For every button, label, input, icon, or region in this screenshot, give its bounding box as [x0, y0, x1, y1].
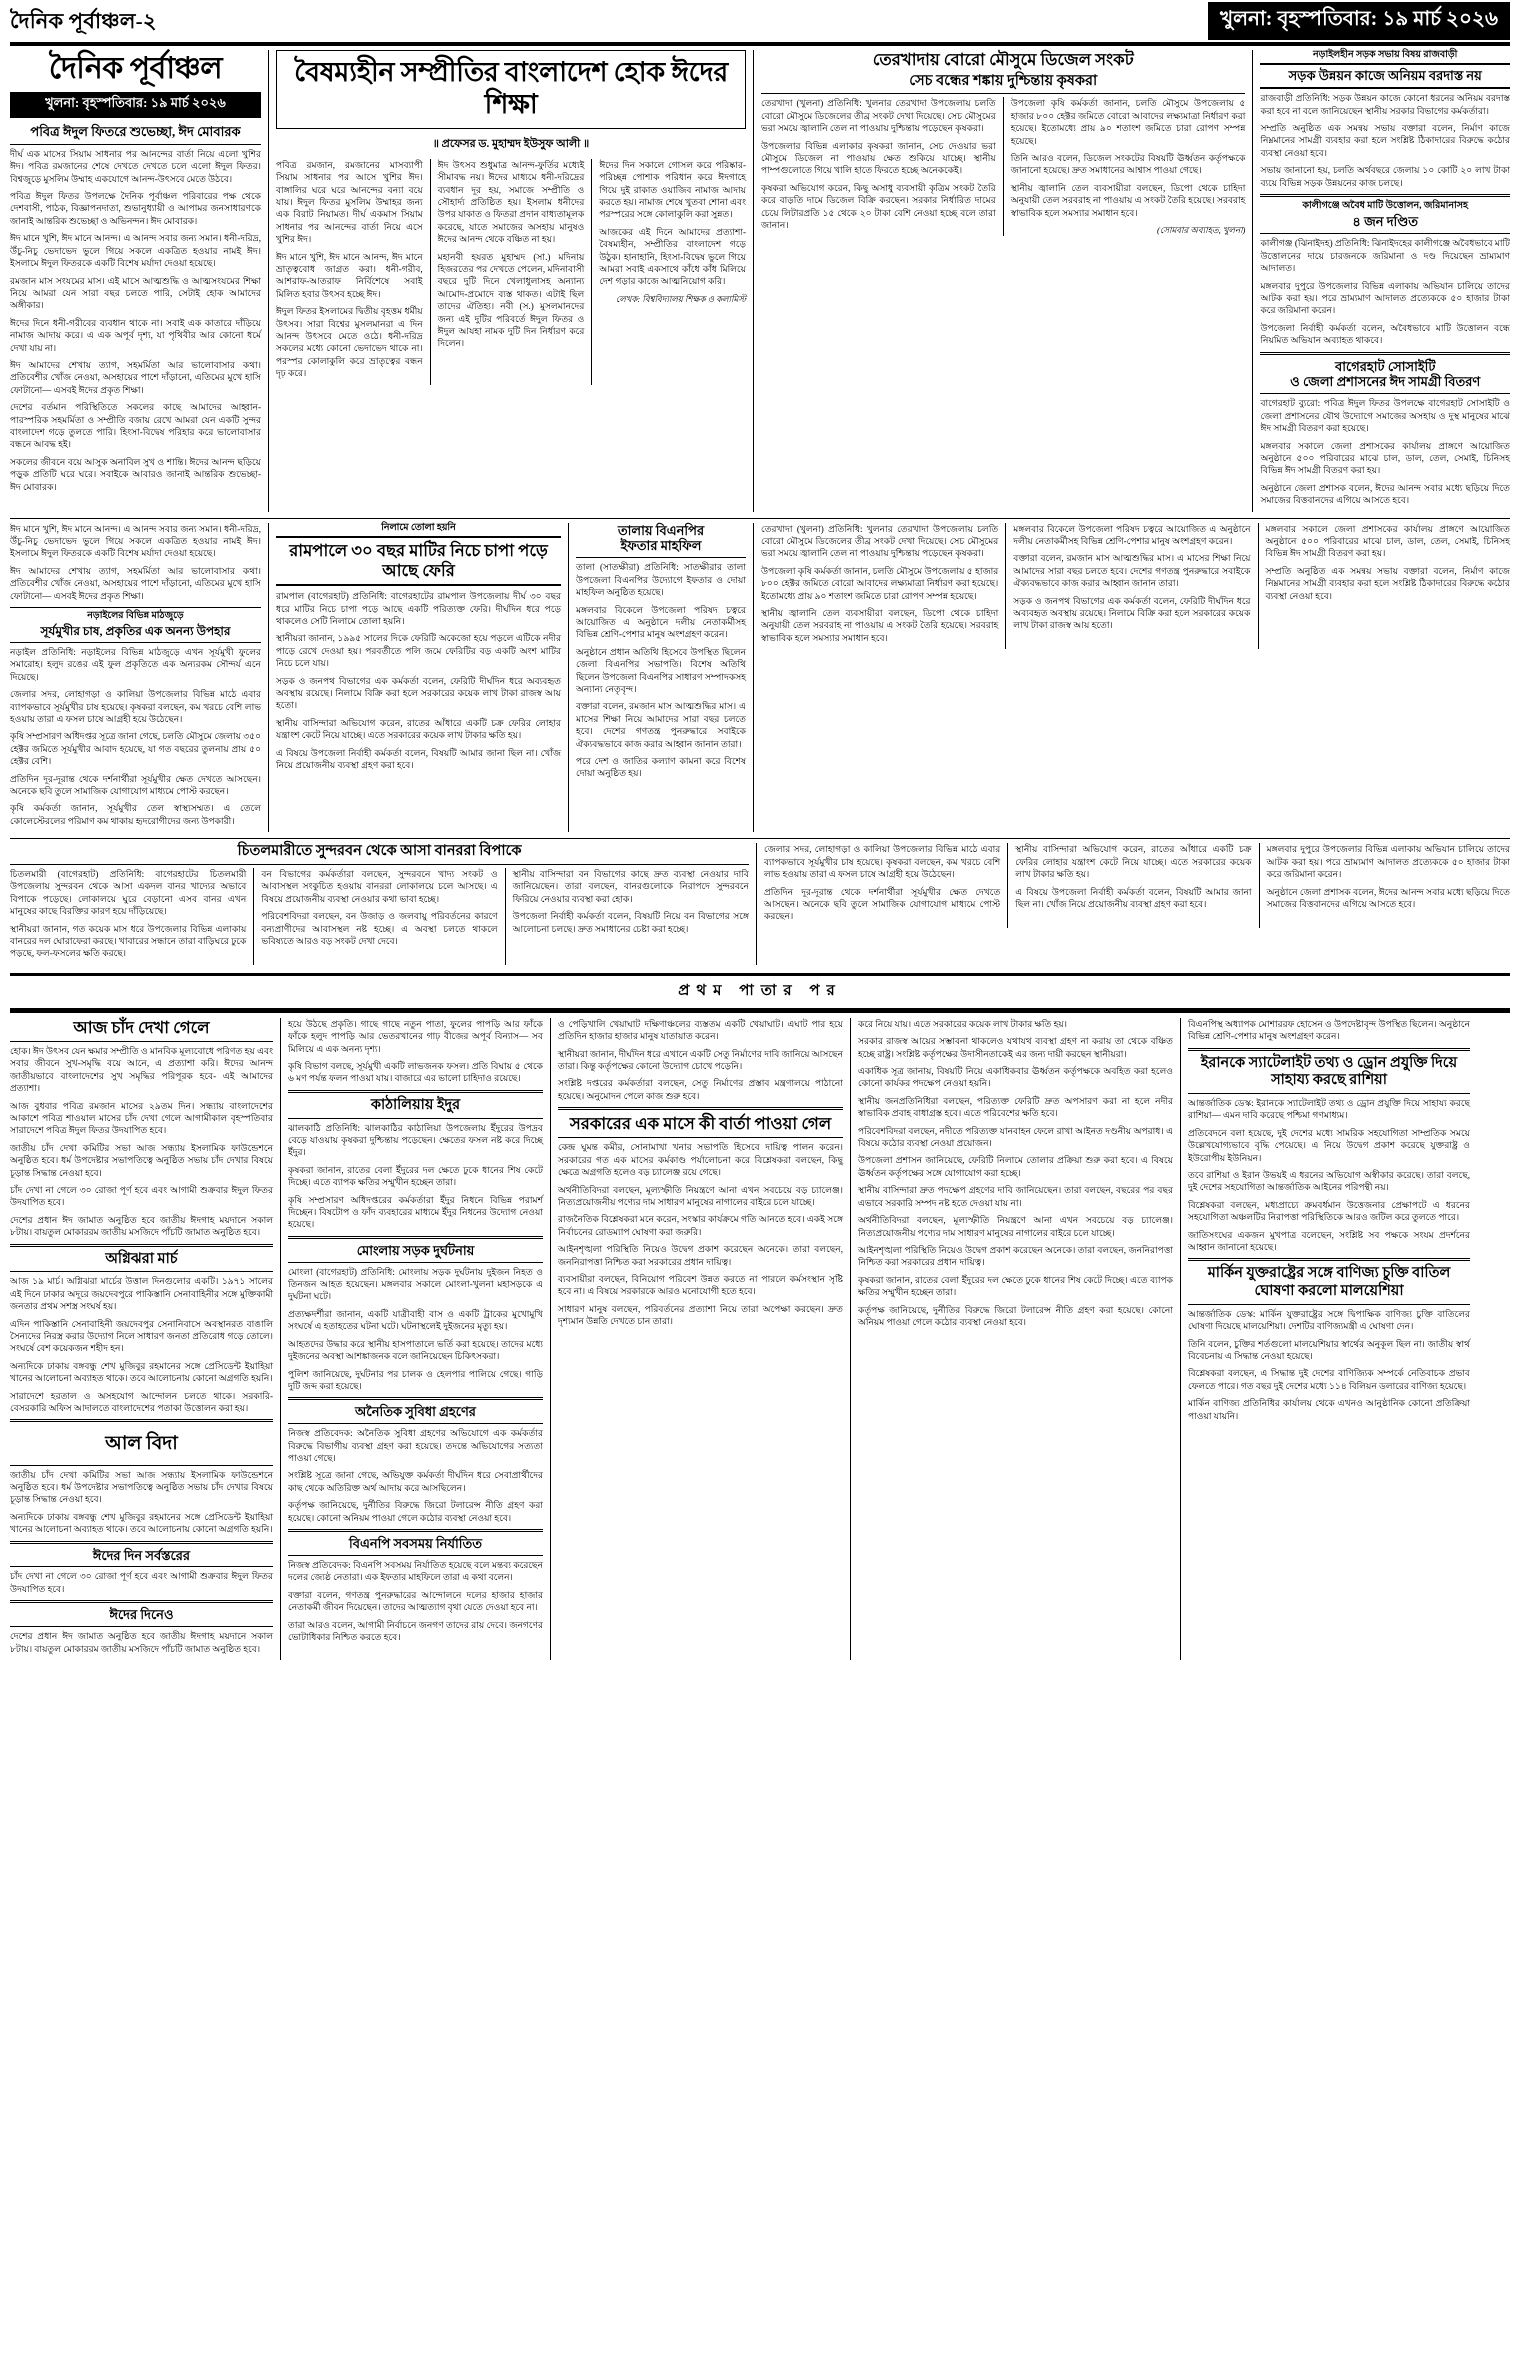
right-side-boxes	[1252, 50, 1510, 512]
section3-region	[10, 843, 1510, 965]
rat-headline: কাঠালিয়ায় ইদুর	[370, 1096, 461, 1113]
paragraph: স্থানীয় বাসিন্দারা দ্রুত পদক্ষেপ গ্রহণের দাবি জানিয়েছেন। তারা বলছেন, বছরের পর বছর এভাবে সরকারি সম্পদ নষ্ট হতে দেওয়া যায় না।	[858, 1185, 1173, 1208]
iran-headline: ইরানকে স্যাটেলাইট তথ্য ও ড্রোন প্রযুক্তি দিয়ে সাহায্য করছে রাশিয়া	[1200, 1054, 1458, 1089]
eid-goods-kicker: বাগেরহাট সোসাইটি	[1335, 358, 1436, 374]
divider	[10, 607, 261, 608]
paragraph: উপজেলা কৃষি কর্মকর্তা জানান, চলতি মৌসুমে উপজেলায় ৫ হাজার ৮০০ হেক্টর জমিতে বোরো আবাদের লক্ষ্যমাত্রা নির্ধারণ করা হয়েছে। ইতোমধ্যে প্রায় ৯০ শতাংশ জমিতে চারা রোপণ সম্পন্ন হয়েছে।	[1010, 98, 1246, 146]
diesel-body-col-2	[1003, 97, 1246, 236]
divider	[10, 864, 749, 865]
divider	[10, 1271, 273, 1272]
paragraph: এদিন পাকিস্তানি সেনাবাহিনী জয়দেবপুর সেনানিবাসে অবস্থানরত বাঙালি সৈন্যদের নিরস্ত্র করার উদ্যোগ নিলে সাধারণ জনতা প্রতিরোধ গড়ে তোলে। সংঘর্ষে বেশ কয়েকজন শহীদ হন।	[10, 1318, 273, 1354]
paragraph: কৃষকরা জানান, রাতের বেলা ইঁদুরের দল ক্ষেতে ঢুকে ধানের শিষ কেটে দিচ্ছে। এতে ব্যাপক ক্ষতির সম্মুখীন হচ্ছেন তারা।	[858, 1274, 1173, 1298]
sunflower-body	[10, 646, 261, 827]
paragraph: মোংলা (বাগেরহাট) প্রতিনিধি: মোংলায় সড়ক দুর্ঘটনায় দুইজন নিহত ও তিনজন আহত হয়েছেন। মঙ্গলবার সকালে মোংলা-খুলনা মহাসড়কে এ দুর্ঘটনা ঘটে।	[288, 1266, 543, 1302]
bnp-cont-body	[1188, 1018, 1470, 1043]
lead-credit: লেখক: বিশ্ববিদ্যালয় শিক্ষক ও কলামিস্ট	[615, 293, 747, 304]
paragraph: আইনশৃঙ্খলা পরিস্থিতি নিয়েও উদ্বেগ প্রকাশ করেছেন অনেকে। তারা বলছেন, জননিরাপত্তা নিশ্চিত করা সরকারের প্রধান দায়িত্ব।	[858, 1244, 1173, 1268]
rat-body	[288, 1122, 543, 1231]
masthead-column	[10, 50, 268, 512]
paragraph: তেরখাদা (খুলনা) প্রতিনিধি: খুলনার তেরখাদা উপজেলায় চলতি বোরো মৌসুমে ডিজেলের তীব্র সংকট দেখা দিয়েছে। সেচ মৌসুমের ভরা সময়ে জ্বালানি তেল না পাওয়ায় দুশ্চিন্তায় পড়েছেন কৃষকরা।	[761, 523, 999, 559]
paragraph: কালীগঞ্জ (ঝিনাইদহ) প্রতিনিধি: ঝিনাইদহের কালীগঞ্জে অবৈধভাবে মাটি উত্তোলনের দায়ে চারজনকে জরিমানা ও দণ্ড দিয়েছেন ভ্রাম্যমাণ আদালত।	[1260, 238, 1511, 274]
editorial-continued	[10, 523, 261, 602]
ferry-article	[268, 523, 568, 833]
paragraph: রামপাল (বাগেরহাট) প্রতিনিধি: বাগেরহাটের রামপাল উপজেলায় দীর্ঘ ৩০ বছর ধরে মাটির নিচে চাপা পড়ে আছে একটি পরিত্যক্ত ফেরি। দীর্ঘদিন ধরে পড়ে থাকলেও সেটি নিলামে তোলা হয়নি।	[276, 591, 561, 627]
paragraph: অন্যদিকে ঢাকায় বঙ্গবন্ধু শেখ মুজিবুর রহমানের সঙ্গে প্রেসিডেন্ট ইয়াহিয়া খানের আলোচনা অব্যাহত থাকে। তবে আলোচনায় কোনো অগ্রগতি হয়নি।	[10, 1511, 273, 1535]
soil-box-body	[1260, 237, 1510, 346]
moon-headline: আজ চাঁদ দেখা গেলে	[73, 1017, 210, 1037]
divider	[1260, 393, 1510, 394]
paragraph: এ বিষয়ে উপজেলা নির্বাহী কর্মকর্তা বলেন, বিষয়টি আমার জানা ছিল না। খোঁজ নিয়ে প্রয়োজনীয় ব্যবস্থা গ্রহণ করা হবে।	[1015, 886, 1252, 909]
paragraph: স্থানীয় বাসিন্দারা বন বিভাগের কাছে দ্রুত ব্যবস্থা নেওয়ার দাবি জানিয়েছেন। তারা বলছেন, বানরগুলোকে নিরাপদে সুন্দরবনে ফিরিয়ে নেওয়ার ব্যবস্থা করা হোক।	[512, 868, 749, 904]
section2-left-continued	[10, 523, 268, 833]
paragraph: অনুষ্ঠানে জেলা প্রশাসক বলেন, ঈদের আনন্দ সবার মধ্যে ছড়িয়ে দিতে সমাজের বিত্তবানদের এগিয়ে আসতে হবে।	[1260, 482, 1510, 506]
paragraph: পরে দেশ ও জাতির কল্যাণ কামনা করে বিশেষ দোয়া অনুষ্ঠিত হয়।	[576, 755, 746, 779]
lead-body-col-2	[430, 159, 592, 385]
divider	[10, 1244, 273, 1247]
diesel-headline: তেরখাদায় বোরো মৌসুমে ডিজেল সংকট	[872, 50, 1134, 69]
monkey-body-col-1	[10, 868, 253, 965]
paragraph: প্রতিবেদনে বলা হয়েছে, দুই দেশের মধ্যে সামরিক সহযোগিতা সাম্প্রতিক সময়ে উল্লেখযোগ্যভাবে বৃদ্ধি পেয়েছে। এ নিয়ে উদ্বেগ প্রকাশ করেছে যুক্তরাষ্ট্র ও ইউরোপীয় ইউনিয়ন।	[1188, 1127, 1470, 1163]
paragraph: তারা আরও বলেন, আগামী নির্বাচনে জনগণ তাদের রায় দেবে। জনগণের ভোটাধিকার নিশ্চিত করতে হবে।	[288, 1619, 543, 1642]
masthead-title: দৈনিক পূর্বাঞ্চল	[48, 52, 223, 85]
section3-right-filler	[756, 843, 1510, 965]
paragraph: আজকের এই দিনে আমাদের প্রত্যাশা- বৈষম্যহীন, সম্প্রীতির বাংলাদেশ গড়ে উঠুক। হানাহানি, হিংসা-বিদ্বেষ ভুলে গিয়ে আমরা সবাই একসাথে কাঁধে কাঁধ মিলিয়ে দেশ গড়ার কাজে আত্মনিয়োগ করি।	[599, 226, 747, 287]
paragraph: তিনি বলেন, চুক্তির শর্তগুলো মালয়েশিয়ার স্বার্থের অনুকূল ছিল না। জাতীয় স্বার্থ বিবেচনায় এ সিদ্ধান্ত নেওয়া হয়েছে।	[1188, 1338, 1470, 1362]
section2-rule	[10, 518, 1510, 519]
paragraph: একাধিক সূত্র জানায়, বিষয়টি নিয়ে একাধিকবার ঊর্ধ্বতন কর্তৃপক্ষকে অবহিত করা হলেও কোনো কার্যকর পদক্ষেপ নেওয়া হয়নি।	[858, 1066, 1173, 1089]
divider	[10, 1626, 273, 1627]
paragraph: মঙ্গলবার দুপুরে উপজেলার বিভিন্ন এলাকায় অভিযান চালিয়ে তাদের আটক করা হয়। পরে ভ্রাম্যমাণ আদালত প্রত্যেককে ৫০ হাজার টাকা করে জরিমানা করেন।	[1260, 280, 1510, 316]
paragraph: বক্তারা বলেন, গণতন্ত্র পুনরুদ্ধারের আন্দোলনে দলের হাজার হাজার নেতাকর্মী জীবন দিয়েছেন। তাদের আত্মত্যাগ বৃথা যেতে দেওয়া হবে না।	[288, 1589, 543, 1613]
divider	[10, 1041, 273, 1042]
malaysia-headline: মার্কিন যুক্তরাষ্ট্রের সঙ্গে বাণিজ্য চুক্তি বাতিল ঘোষণা করলো মালয়েশিয়া	[1207, 1265, 1451, 1300]
paragraph: কৃষি কর্মকর্তা জানান, সূর্যমুখীর তেল স্বাস্থ্যসম্মত। এ তেলে কোলেস্টেরলের পরিমাণ কম থাকায় হৃদরোগীদের জন্য উপকারী।	[10, 803, 261, 826]
divider	[761, 93, 1245, 94]
bottom-col-2	[280, 1018, 550, 1660]
paragraph: স্থানীয়রা জানান, গত কয়েক মাস ধরে উপজেলার বিভিন্ন এলাকায় বানরের দল ঘোরাফেরা করছে। খাবারের সন্ধানে তারা বাড়িঘরে ঢুকে পড়ছে, ফল-ফসলের ক্ষতি করছে।	[10, 923, 247, 959]
sunflower-cont-body	[288, 1018, 543, 1085]
road-box-kicker: নড়াইলহীন সড়ক সভায় বিষয় রাজবাড়ী	[1313, 50, 1458, 60]
govt-month-body	[558, 1141, 843, 1327]
paragraph: ও পেড়িখালি খেয়াঘাট দক্ষিণাঞ্চলের ব্যস্ততম একটি খেয়াঘাট। এঘাট পার হয়ে প্রতিদিন হাজার হাজার মানুষ যাতায়াত করেন।	[558, 1018, 843, 1042]
govt-month-headline: সরকারের এক মাসে কী বার্তা পাওয়া গেল	[569, 1114, 832, 1134]
divider	[288, 1236, 543, 1239]
right-top-inner	[761, 50, 1510, 512]
paragraph: এ বিষয়ে উপজেলা নির্বাহী কর্মকর্তা বলেন, বিষয়টি আমার জানা ছিল না। খোঁজ নিয়ে প্রয়োজনীয় ব্যবস্থা গ্রহণ করা হবে।	[276, 747, 561, 771]
paragraph: ঈদ মানে খুশি, ঈদ মানে আনন্দ, ঈদ মানে ভ্রাতৃত্ববোধ জাগ্রত করা। ধনী-গরীব, আশরাফ-আতরাফ নির্বিশেষে সবাই মিলিত হবার উৎসব হচ্ছে ঈদ।	[276, 251, 423, 299]
bottom-region	[10, 1018, 1510, 1660]
paragraph: আহতদের উদ্ধার করে স্থানীয় হাসপাতালে ভর্তি করা হয়েছে। তাদের মধ্যে দুইজনের অবস্থা আশঙ্কাজনক বলে জানিয়েছেন চিকিৎসকরা।	[288, 1338, 543, 1362]
masthead-datebar: খুলনা: বৃহস্পতিবার: ১৯ মার্চ ২০২৬	[10, 92, 261, 118]
paragraph: মঙ্গলবার বিকেলে উপজেলা পরিষদ চত্বরে আয়োজিত এ অনুষ্ঠানে দলীয় নেতাকর্মীসহ বিভিন্ন শ্রেণি-পেশার মানুষ অংশগ্রহণ করেন।	[576, 604, 746, 640]
paragraph: জেলার সদর, লোহাগড়া ও কালিয়া উপজেলার বিভিন্ন মাঠে এবার ব্যাপকভাবে সূর্যমুখীর চাষ হয়েছে। কৃষকরা বলছেন, কম খরচে বেশি লাভ হওয়ায় তারা এ ফসল চাষে আগ্রহী হয়ে উঠেছেন।	[10, 689, 261, 725]
paragraph: কৃষি সম্প্রসারণ অধিদপ্তর সূত্রে জানা গেছে, চলতি মৌসুমে জেলায় ৩৫০ হেক্টর জমিতে সূর্যমুখীর আবাদ হয়েছে, যা গত বছরের তুলনায় প্রায় ৫০ হেক্টর বেশি।	[10, 731, 261, 767]
paragraph: জাতীয় চাঁদ দেখা কমিটির সভা আজ সন্ধ্যায় ইসলামিক ফাউন্ডেশনে অনুষ্ঠিত হবে। ধর্ম উপদেষ্টার সভাপতিত্বে অনুষ্ঠিত সভায় চাঁদ দেখার বিষয়ে চূড়ান্ত সিদ্ধান্ত নেওয়া হবে।	[10, 1469, 273, 1505]
paragraph: প্রতিদিন দূর-দূরান্ত থেকে দর্শনার্থীরা সূর্যমুখীর ক্ষেত দেখতে আসছেন। অনেকে ছবি তুলে সামাজিক যোগাযোগ মাধ্যমে পোস্ট করছেন।	[764, 886, 1001, 922]
paragraph: অন্যদিকে ঢাকায় বঙ্গবন্ধু শেখ মুজিবুর রহমানের সঙ্গে প্রেসিডেন্ট ইয়াহিয়া খানের আলোচনা অব্যাহত থাকে। তবে আলোচনায় কোনো অগ্রগতি হয়নি।	[10, 1360, 273, 1384]
paragraph: আজ বুধবার পবিত্র রমজান মাসের ২৯তম দিন। সন্ধ্যায় বাংলাদেশের আকাশে পবিত্র শাওয়াল মাসের চাঁদ দেখা গেলে আগামীকাল বৃহস্পতিবার সারাদেশে পবিত্র ঈদুল ফিতর উদযাপিত হবে।	[10, 1100, 273, 1136]
paragraph: কৃষকরা জানান, রাতের বেলা ইঁদুরের দল ক্ষেতে ঢুকে ধানের শিষ কেটে দিচ্ছে। এতে ব্যাপক ক্ষতির সম্মুখীন হচ্ছেন তারা।	[288, 1164, 543, 1188]
march-headline: অগ্নিঝরা মার্চ	[105, 1250, 178, 1267]
paragraph: সংশ্লিষ্ট দপ্তরের কর্মকর্তারা বলছেন, সেতু নির্মাণের প্রস্তাব মন্ত্রণালয়ে পাঠানো হয়েছে। অনুমোদন পেলে কাজ শুরু হবে।	[558, 1078, 843, 1101]
sunflower-kicker: নড়াইলের বিভিন্ন মাঠজুড়ে	[87, 611, 184, 621]
diesel-credit: (সোমবার অব্যাহত, খুলনা)	[1156, 224, 1246, 235]
paragraph: কৃষকরা অভিযোগ করেন, কিছু অসাধু ব্যবসায়ী কৃত্রিম সংকট তৈরি করে বাড়তি দামে ডিজেল বিক্রি করছেন। সরকার নির্ধারিত দামের চেয়ে লিটারপ্রতি ১৫ থেকে ২০ টাকা বেশি নেওয়া হচ্ছে বলে তারা জানান।	[761, 182, 996, 230]
section2-right-filler	[753, 523, 1510, 833]
paragraph: চাঁদ দেখা না গেলে ৩০ রোজা পূর্ণ হবে এবং আগামী শুক্রবার ঈদুল ফিতর উদযাপিত হবে।	[10, 1571, 273, 1594]
paragraph: তেরখাদা (খুলনা) প্রতিনিধি: খুলনার তেরখাদা উপজেলায় চলতি বোরো মৌসুমে ডিজেলের তীব্র সংকট দেখা দিয়েছে। সেচ মৌসুমের ভরা সময়ে জ্বালানি তেল না পাওয়ায় দুশ্চিন্তায় পড়েছেন কৃষকরা।	[761, 98, 996, 134]
section3-right-inner	[764, 843, 1510, 927]
bottom-col-5	[1180, 1018, 1470, 1660]
paragraph: নিজস্ব প্রতিবেদক: বিএনপি সবসময় নির্যাতিত হয়েছে বলে মন্তব্য করেছেন দলের জ্যেষ্ঠ নেতারা। এক ইফতার মাহফিলে তারা এ কথা বলেন।	[288, 1559, 543, 1583]
paragraph: দেশের প্রধান ঈদ জামাত অনুষ্ঠিত হবে জাতীয় ঈদগাহ ময়দানে সকাল ৮টায়। বায়তুল মোকাররম জাতীয় মসজিদে পাঁচটি জামাত অনুষ্ঠিত হবে।	[10, 1214, 273, 1238]
paragraph: সড়ক ও জনপথ বিভাগের এক কর্মকর্তা বলেন, ফেরিটি দীর্ঘদিন ধরে অব্যবহৃত অবস্থায় রয়েছে। নিলামে বিক্রি করা হলে সরকারের কয়েক লাখ টাকা রাজস্ব আয় হতো।	[1013, 595, 1251, 631]
divider	[10, 1465, 273, 1466]
malaysia-body	[1188, 1308, 1470, 1422]
paragraph: বক্তারা বলেন, রমজান মাস আত্মশুদ্ধির মাস। এ মাসের শিক্ষা নিয়ে আমাদের সারা বছর চলতে হবে। দেশের গণতন্ত্র পুনরুদ্ধারে সবাইকে ঐক্যবদ্ধভাবে কাজ করার আহ্বান জানান তারা।	[576, 701, 746, 749]
filler-col-3-body	[1266, 523, 1510, 602]
s3-filler-1	[764, 843, 1007, 927]
monkey-article	[10, 843, 756, 965]
paragraph: তিনি আরও বলেন, ডিজেল সংকটের বিষয়টি ঊর্ধ্বতন কর্তৃপক্ষকে জানানো হয়েছে। দ্রুত সমাধানের আশ্বাস পাওয়া গেছে।	[1010, 152, 1246, 176]
paragraph: সাধারণ মানুষ বলছেন, পরিবর্তনের প্রত্যাশা নিয়ে তারা অপেক্ষা করছেন। দ্রুত দৃশ্যমান উন্নতি দেখতে চান তারা।	[558, 1303, 843, 1327]
diesel-body-col-1	[761, 97, 1003, 236]
unethical-headline: অনৈতিক সুবিধা গ্রহণের	[355, 1404, 476, 1420]
divider	[288, 1090, 543, 1093]
paragraph: হয়ে উঠছে প্রকৃতি। গাছে গাছে নতুন পাতা, ফুলের পাপড়ি আর ফাঁকে ফাঁকে হলুদ পাপড়ি আর ভেতরখানের গাঢ় বীজের অপূর্ব বিন্যাস— সব মিলিয়ে এ এক অনন্য দৃশ্য।	[288, 1018, 543, 1054]
paragraph: মঙ্গলবার দুপুরে উপজেলার বিভিন্ন এলাকায় অভিযান চালিয়ে তাদের আটক করা হয়। পরে ভ্রাম্যমাণ আদালত প্রত্যেককে ৫০ হাজার টাকা করে জরিমানা করেন।	[1266, 844, 1510, 880]
paragraph: স্থানীয়রা জানান, দীর্ঘদিন ধরে এখানে একটি সেতু নির্মাণের দাবি জানিয়ে আসছেন তারা। কিন্তু কর্তৃপক্ষের কোনো উদ্যোগ চোখে পড়েনি।	[558, 1048, 843, 1072]
paragraph: পরিবেশবিদরা বলছেন, বন উজাড় ও জলবায়ু পরিবর্তনের কারণে বন্যপ্রাণীদের আবাসস্থল নষ্ট হচ্ছে। এ অবস্থা চলতে থাকলে ভবিষ্যতে আরও বড় সংকট দেখা দেবে।	[261, 911, 498, 947]
section3-rule	[10, 838, 1510, 839]
continuation-band-title: প্রথম পাতার পর	[678, 982, 842, 999]
bnp-iftar-article	[568, 523, 753, 833]
right-top-column	[753, 50, 1510, 512]
paragraph: বাগেরহাট ব্যুরো: পবিত্র ঈদুল ফিতর উপলক্ষে বাগেরহাট সোসাইটি ও জেলা প্রশাসনের যৌথ উদ্যোগে সমাজের অসহায় ও দুস্থ মানুষের মাঝে ঈদ সামগ্রী বিতরণ করা হয়েছে।	[1260, 398, 1510, 434]
paragraph: তালা (সাতক্ষীরা) প্রতিনিধি: সাতক্ষীরার তালা উপজেলা বিএনপির উদ্যোগে ইফতার ও দোয়া মাহফিল অনুষ্ঠিত হয়েছে।	[576, 562, 746, 598]
paragraph: আন্তর্জাতিক ডেস্ক: ইরানকে স্যাটেলাইট তথ্য ও ড্রোন প্রযুক্তি দিয়ে সাহায্য করছে রাশিয়া— এমন দাবি করেছে পশ্চিমা গণমাধ্যম।	[1188, 1098, 1470, 1121]
lead-headline: বৈষম্যহীন সম্প্রীতির বাংলাদেশ হোক ঈদের শিক্ষা	[294, 57, 728, 119]
folio-left-label: দৈনিক পূর্বাঞ্চল-২	[10, 9, 157, 33]
eidday-body	[10, 1570, 273, 1595]
ghat-body	[558, 1018, 843, 1102]
paragraph: অনুষ্ঠানে জেলা প্রশাসক বলেন, ঈদের আনন্দ সবার মধ্যে ছড়িয়ে দিতে সমাজের বিত্তবানদের এগিয়ে আসতে হবে।	[1266, 886, 1510, 909]
paragraph: স্থানীয় বাসিন্দারা অভিযোগ করেন, রাতের আঁধারে একটি চক্র ফেরির লোহার যন্ত্রাংশ কেটে নিয়ে যাচ্ছে। এতে সরকারের কয়েক লাখ টাকার ক্ষতি হয়।	[276, 717, 561, 741]
eidday-headline: ঈদের দিন সর্বস্তরের	[92, 1547, 191, 1563]
albida-body	[10, 1469, 273, 1536]
paragraph: ব্যবসায়ীরা বলছেন, বিনিয়োগ পরিবেশ উন্নত করতে না পারলে কর্মসংস্থান সৃষ্টি হবে না। এ বিষয়ে সরকারকে আরও মনোযোগী হতে হবে।	[558, 1274, 843, 1297]
divider	[10, 1600, 273, 1603]
paragraph: কৃষি সম্প্রসারণ অধিদপ্তরের কর্মকর্তারা ইঁদুর নিধনে বিভিন্ন পরামর্শ দিচ্ছেন। বিষটোপ ও ফাঁদ ব্যবহারের মাধ্যমে ইঁদুর নিধনের উদ্যোগ নেওয়া হয়েছে।	[288, 1194, 543, 1230]
paragraph: জেলার সদর, লোহাগড়া ও কালিয়া উপজেলার বিভিন্ন মাঠে এবার ব্যাপকভাবে সূর্যমুখীর চাষ হয়েছে। কৃষকরা বলছেন, কম খরচে বেশি লাভ হওয়ায় তারা এ ফসল চাষে আগ্রহী হয়ে উঠেছেন।	[764, 844, 1001, 880]
continuation-rule	[10, 1009, 1510, 1013]
divider	[1188, 1093, 1470, 1094]
bnp-iftar-body	[576, 561, 746, 780]
paragraph: উপজেলা কৃষি কর্মকর্তা জানান, চলতি মৌসুমে উপজেলায় ৫ হাজার ৮০০ হেক্টর জমিতে বোরো আবাদের লক্ষ্যমাত্রা নির্ধারণ করা হয়েছে। ইতোমধ্যে প্রায় ৯০ শতাংশ জমিতে চারা রোপণ সম্পন্ন হয়েছে।	[761, 565, 999, 601]
monkey-headline: চিতলমারীতে সুন্দরবন থেকে আসা বানররা বিপাকে	[237, 843, 522, 860]
section2-region	[10, 523, 1510, 833]
paragraph: ঈদ আমাদের শেখায় ত্যাগ, সহমর্মিতা আর ভালোবাসার কথা। প্রতিবেশীর খোঁজ নেওয়া, অসহায়ের পাশে দাঁড়ানো, এতিমের মুখে হাসি ফোটানো— এসবই ঈদের প্রকৃত শিক্ষা।	[10, 565, 261, 601]
paragraph: ঈদ উৎসব শুধুমাত্র আনন্দ-ফুর্তির মধ্যেই সীমাবদ্ধ নয়। ঈদের মাধ্যমে ধনী-দরিদ্রের ব্যবধান দূর হয়, সমাজে সম্প্রীতি ও সৌহার্দ্য প্রতিষ্ঠিত হয়। ইসলাম ধনীদের উপর যাকাত ও ফিতরা প্রদান বাধ্যতামূলক করেছে, যাতে সমাজের অসহায় মানুষও ঈদের আনন্দ থেকে বঞ্চিত না হয়।	[437, 159, 585, 245]
eidday2-body	[10, 1630, 273, 1655]
divider	[288, 1397, 543, 1400]
divider	[288, 1118, 543, 1119]
divider	[288, 1262, 543, 1263]
divider	[576, 557, 746, 558]
paragraph: জাতিসংঘের একজন মুখপাত্র বলেছেন, সংশ্লিষ্ট সব পক্ষকে সংযম প্রদর্শনের আহ্বান জানানো হয়েছে।	[1188, 1229, 1470, 1253]
sunflower-headline: সূর্যমুখীর চাষ, প্রকৃতির এক অনন্য উপহার	[40, 624, 231, 639]
paragraph: প্রত্যক্ষদর্শীরা জানান, একটি যাত্রীবাহী বাস ও একটি ট্রাকের মুখোমুখি সংঘর্ষে এ হতাহতের ঘটনা ঘটে। ঘটনাস্থলেই দুইজনের মৃত্যু হয়।	[288, 1308, 543, 1332]
masthead	[10, 50, 261, 118]
continuation-band	[10, 973, 1510, 1009]
divider	[10, 144, 261, 145]
paragraph: সভায় জানানো হয়, চলতি অর্থবছরে জেলায় ১০ কোটি ২০ লাখ টাকা ব্যয়ে বিভিন্ন সড়ক উন্নয়নের কাজ চলছে।	[1260, 165, 1510, 188]
divider	[1188, 1048, 1470, 1051]
folio-right-date: খুলনা: বৃহস্পতিবার: ১৯ মার্চ ২০২৬	[1208, 2, 1510, 40]
diesel-body-columns	[761, 97, 1245, 236]
paragraph: জাতীয় চাঁদ দেখা কমিটির সভা আজ সন্ধ্যায় ইসলামিক ফাউন্ডেশনে অনুষ্ঠিত হবে। ধর্ম উপদেষ্টার সভাপতিত্বে অনুষ্ঠিত সভায় চাঁদ দেখার বিষয়ে চূড়ান্ত সিদ্ধান্ত নেওয়া হবে।	[10, 1142, 273, 1178]
paragraph: কৃষি বিভাগ বলছে, সূর্যমুখী একটি লাভজনক ফসল। প্রতি বিঘায় ৫ থেকে ৬ মণ পর্যন্ত ফলন পাওয়া যায়। বাজারে এর ভালো চাহিদাও রয়েছে।	[288, 1061, 543, 1084]
paragraph: অর্থনীতিবিদরা বলছেন, মূল্যস্ফীতি নিয়ন্ত্রণে আনা এখন সবচেয়ে বড় চ্যালেঞ্জ। নিত্যপ্রয়োজনীয় পণ্যের দাম সাধারণ মানুষের নাগালের বাইরে চলে যাচ্ছে।	[558, 1184, 843, 1208]
paragraph: সরকার রাজস্ব আয়ের সম্ভাবনা থাকলেও যথাযথ ব্যবস্থা গ্রহণ না করায় তা থেকে বঞ্চিত হচ্ছে রাষ্ট্র। সংশ্লিষ্ট কর্তৃপক্ষের উদাসীনতাকেই এর জন্য দায়ী করছেন স্থানীয়রা।	[858, 1036, 1173, 1059]
lead-headline-box	[276, 50, 746, 129]
paragraph: বক্তারা বলেন, রমজান মাস আত্মশুদ্ধির মাস। এ মাসের শিক্ষা নিয়ে আমাদের সারা বছর চলতে হবে। দেশের গণতন্ত্র পুনরুদ্ধারে সবাইকে ঐক্যবদ্ধভাবে কাজ করার আহ্বান জানান তারা।	[1013, 553, 1251, 589]
paragraph: সম্প্রতি অনুষ্ঠিত এক সমন্বয় সভায় বক্তারা বলেন, নির্মাণ কাজে নিম্নমানের সামগ্রী ব্যবহার করা হলে সংশ্লিষ্ট ঠিকাদারের বিরুদ্ধে কঠোর ব্যবস্থা নেওয়া হবে।	[1260, 123, 1510, 158]
unethical-body	[288, 1427, 543, 1524]
paragraph: ঝালকাঠি প্রতিনিধি: ঝালকাঠির কাঠালিয়া উপজেলায় ইঁদুরের উপদ্রব বেড়ে যাওয়ায় কৃষকরা দুশ্চিন্তায় পড়েছেন। ক্ষেতের ফসল নষ্ট করে দিচ্ছে ইঁদুর।	[288, 1122, 543, 1158]
filler-col-1	[761, 523, 1005, 650]
paragraph: দীর্ঘ এক মাসের সিয়াম সাধনার পর আনন্দের বার্তা নিয়ে এলো খুশির ঈদ। পবিত্র রমজানের শেষে দেখতে দেখতে চলে এলো ঈদুল ফিতর। বিশ্বজুড়ে মুসলিম উম্মাহ একযোগে আনন্দ-উৎসবে মেতে উঠবে।	[10, 148, 261, 184]
paragraph: আন্তর্জাতিক ডেস্ক: মার্কিন যুক্তরাষ্ট্রের সঙ্গে দ্বিপাক্ষিক বাণিজ্য চুক্তি বাতিলের ঘোষণা দিয়েছে মালয়েশিয়া। দেশটির বাণিজ্যমন্ত্রী এ ঘোষণা দেন।	[1188, 1308, 1470, 1332]
lead-article-column	[268, 50, 753, 512]
paragraph: কর্তৃপক্ষ জানিয়েছে, দুর্নীতির বিরুদ্ধে জিরো টলারেন্স নীতি গ্রহণ করা হয়েছে। কোনো অনিয়ম পাওয়া গেলে কঠোর ব্যবস্থা নেওয়া হবে।	[288, 1500, 543, 1523]
paragraph: নিজস্ব প্রতিবেদক: অনৈতিক সুবিধা গ্রহণের অভিযোগে এক কর্মকর্তার বিরুদ্ধে বিভাগীয় ব্যবস্থা গ্রহণ করা হয়েছে। তদন্তে অভিযোগের সত্যতা পাওয়া গেছে।	[288, 1428, 543, 1463]
paragraph: ঈদ মানে খুশি, ঈদ মানে আনন্দ। এ আনন্দ সবার জন্য সমান। ধনী-দরিদ্র, উঁচু-নিচু ভেদাভেদ ভুলে গিয়ে সকলে একত্রিত হওয়ার নামই ঈদ। ইসলামে ঈদুল ফিতরকে একটি বিশেষ মর্যাদা দেওয়া হয়েছে।	[10, 233, 261, 269]
paragraph: ঈদ মানে খুশি, ঈদ মানে আনন্দ। এ আনন্দ সবার জন্য সমান। ধনী-দরিদ্র, উঁচু-নিচু ভেদাভেদ ভুলে গিয়ে সকলে একত্রিত হওয়ার নামই ঈদ। ইসলামে ঈদুল ফিতরকে একটি বিশেষ মর্যাদা দেওয়া হয়েছে।	[10, 523, 261, 559]
filler-col-3	[1258, 523, 1510, 650]
bnp-headline: বিএনপি সবসময় নির্যাতিত	[349, 1536, 482, 1552]
paragraph: কর্তৃপক্ষ জানিয়েছে, দুর্নীতির বিরুদ্ধে জিরো টলারেন্স নীতি গ্রহণ করা হয়েছে। কোনো অনিয়ম পাওয়া গেলে কঠোর ব্যবস্থা নেওয়া হবে।	[858, 1304, 1173, 1327]
paragraph: আইনশৃঙ্খলা পরিস্থিতি নিয়েও উদ্বেগ প্রকাশ করেছেন অনেকে। তারা বলছেন, জননিরাপত্তা নিশ্চিত করা সরকারের প্রধান দায়িত্ব।	[558, 1244, 843, 1267]
soil-box-headline: ৪ জন দণ্ডিত	[1352, 214, 1419, 230]
lead-body-col-3	[591, 159, 746, 385]
paragraph: মঙ্গলবার বিকেলে উপজেলা পরিষদ চত্বরে আয়োজিত এ অনুষ্ঠানে দলীয় নেতাকর্মীসহ বিভিন্ন শ্রেণি-পেশার মানুষ অংশগ্রহণ করেন।	[1013, 523, 1251, 546]
paragraph: সারাদেশে হরতাল ও অসহযোগ আন্দোলন চলতে থাকে। সরকারি-বেসরকারি অফিস আদালতে বাংলাদেশের পতাকা উত্তোলন করা হয়।	[10, 1390, 273, 1413]
top-region	[10, 50, 1510, 512]
divider	[288, 1555, 543, 1556]
paragraph: স্থানীয় জ্বালানি তেল ব্যবসায়ীরা বলছেন, ডিপো থেকে চাহিদা অনুযায়ী তেল সরবরাহ না পাওয়ায় এ সংকট তৈরি হয়েছে। সরবরাহ স্বাভাবিক হলে সমস্যার সমাধান হবে।	[1010, 182, 1246, 218]
bnp-body	[288, 1559, 543, 1643]
paragraph: সম্প্রতি অনুষ্ঠিত এক সমন্বয় সভায় বক্তারা বলেন, নির্মাণ কাজে নিম্নমানের সামগ্রী ব্যবহার করা হলে সংশ্লিষ্ট ঠিকাদারের বিরুদ্ধে কঠোর ব্যবস্থা নেওয়া হবে।	[1265, 565, 1510, 601]
paragraph: পবিত্র রমজান, রমজানের মাসব্যাপী সিয়াম সাধনার পর আসে খুশির ঈদ। বাঙ্গালির ঘরে ঘরে আনন্দের বন্যা বয়ে যায়। ঈদুল ফিতর মুসলিম উম্মাহর জন্য এক বিরাট নিয়ামত। দীর্ঘ একমাস সিয়াম সাধনার পর আনন্দের বার্তা নিয়ে এসে খুশির ঈদ।	[276, 159, 423, 245]
divider	[558, 1137, 843, 1138]
divider	[10, 642, 261, 643]
divider	[10, 1566, 273, 1567]
divider	[10, 1541, 273, 1544]
paragraph: বিশ্লেষকরা বলছেন, মধ্যপ্রাচ্যে ক্রমবর্ধমান উত্তেজনার প্রেক্ষাপটে এ ধরনের সহযোগিতা অঞ্চলটির নিরাপত্তা পরিস্থিতিকে আরও জটিল করে তুলতে পারে।	[1188, 1199, 1470, 1223]
lead-byline: ॥ প্রফেসর ড. মুহাম্মদ ইউসুফ আলী ॥	[432, 137, 590, 150]
paragraph: চাঁদ দেখা না গেলে ৩০ রোজা পূর্ণ হবে এবং আগামী শুক্রবার ঈদুল ফিতর উদযাপিত হবে।	[10, 1185, 273, 1208]
monkey-body-columns	[10, 868, 749, 965]
soil-box-kicker: কালীগঞ্জে অবৈধ মাটি উত্তোলন, জরিমানাসহ	[1302, 201, 1469, 212]
section2-right-inner	[761, 523, 1510, 650]
paragraph: করে নিয়ে যায়। এতে সরকারের কয়েক লাখ টাকার ক্ষতি হয়।	[858, 1018, 1067, 1029]
eid-goods-body	[1260, 397, 1510, 506]
divider	[1188, 1304, 1470, 1305]
divider	[288, 1423, 543, 1424]
bnp-iftar-kicker: তালায় বিএনপির	[617, 522, 705, 538]
filler-col-2	[1005, 523, 1257, 650]
moon-body	[10, 1045, 273, 1239]
ferry-kicker: নিলামে তোলা হয়নি	[381, 522, 456, 533]
albida-headline: আল বিদা	[105, 1433, 178, 1455]
bottom-col-1	[10, 1018, 280, 1660]
paragraph: মার্কিন বাণিজ্য প্রতিনিধির কার্যালয় থেকে এখনও আনুষ্ঠানিক কোনো প্রতিক্রিয়া পাওয়া যায়নি।	[1188, 1398, 1470, 1421]
paragraph: নড়াইল প্রতিনিধি: নড়াইলের বিভিন্ন মাঠজুড়ে এখন সূর্যমুখী ফুলের সমারোহ। হলুদ রঙের এই ফুল প্রকৃতিতে এক অন্যরকম সৌন্দর্য এনে দিয়েছে।	[10, 647, 261, 682]
s3-filler-3	[1259, 843, 1510, 927]
paragraph: ঈদের দিন সকালে গোসল করে পরিষ্কার-পরিচ্ছন্ন পোশাক পরিধান করে ঈদগাহে গিয়ে দুই রাকাত ওয়াজিব নামাজ আদায় করতে হয়। নামাজ শেষে খুতবা শোনা এবং পরস্পরের সঙ্গে কোলাকুলি করা সুন্নত।	[599, 159, 747, 220]
paragraph: উপজেলার বিভিন্ন এলাকার কৃষকরা জানান, সেচ দেওয়ার ভরা মৌসুমে ডিজেল না পাওয়ায় ক্ষেত শুকিয়ে যাচ্ছে। স্থানীয় পাম্পগুলোতে গিয়ে খালি হাতে ফিরতে হচ্ছে অনেককেই।	[761, 140, 996, 176]
paragraph: চিতলমারী (বাগেরহাট) প্রতিনিধি: বাগেরহাটের চিতলমারী উপজেলায় সুন্দরবন থেকে আসা একদল বানর খাদ্যের অভাবে বিপাকে পড়েছে। লোকালয়ে ঘুরে বেড়ানো এসব বানর এখন মানুষের কাছে বিরক্তির কারণ হয়ে দাঁড়িয়েছে।	[10, 868, 247, 917]
paragraph: রাজনৈতিক বিশ্লেষকরা মনে করেন, সংস্কার কার্যক্রমে গতি আনতে হবে। একই সঙ্গে নির্বাচনের রোডম্যাপ ঘোষণা করা জরুরি।	[558, 1214, 843, 1237]
folio-bar	[10, 6, 1510, 40]
monkey-body-col-3	[505, 868, 749, 965]
paragraph: অনুষ্ঠানে প্রধান অতিথি হিসেবে উপস্থিত ছিলেন জেলা বিএনপির সভাপতি। বিশেষ অতিথি ছিলেন উপজেলা বিএনপির সাধারণ সম্পাদকসহ অন্যান্য নেতৃবৃন্দ।	[576, 646, 746, 694]
paragraph: কেন্দ্র ঘুমন্ত কমীর, সোনামাখা খনার সভাপতি হিসেবে দায়িত্ব পালন করেন। সরকারের গত এক মাসের কর্মকাণ্ড পর্যালোচনা করে বিশ্লেষকরা বলছেন, কিছু ক্ষেত্রে অগ্রগতি হলেও বড় চ্যালেঞ্জ রয়ে গেছে।	[558, 1142, 843, 1178]
paragraph: স্থানীয় জনপ্রতিনিধিরা বলছেন, পরিত্যক্ত ফেরিটি দ্রুত অপসারণ করা না হলে নদীর স্বাভাবিক প্রবাহ বাধাগ্রস্ত হবে। এতে পরিবেশের ক্ষতি হবে।	[858, 1095, 1173, 1119]
paragraph: উপজেলা নির্বাহী কর্মকর্তা বলেন, অবৈধভাবে মাটি উত্তোলন বন্ধে নিয়মিত অভিযান অব্যাহত থাকবে।	[1260, 322, 1510, 346]
folio-rule	[10, 42, 1510, 46]
paragraph: সকলের জীবনে বয়ে আসুক অনাবিল সুখ ও শান্তি। ঈদের আনন্দ ছড়িয়ে পড়ুক প্রতিটি ঘরে ঘরে। সবাইকে আবারও জানাই আন্তরিক শুভেচ্ছা- ঈদ মোবারক।	[10, 456, 261, 492]
march-body	[10, 1275, 273, 1414]
divider	[1260, 194, 1510, 197]
paragraph: হোক। ঈদ উৎসব যেন ক্ষমার সম্প্রীতি ও মানবিক মূল্যবোধে পরিণত হয় এবং সবার জীবনে সুখ-সমৃদ্ধি বয়ে আনে, এ প্রত্যাশা করি। ঈদের আনন্দ জাতীয়ভাবে বাংলাদেশের সুখ সমৃদ্ধির পরিপূরক হবে- এই আমাদের প্রত্যাশা।	[10, 1045, 273, 1094]
paragraph: তবে রাশিয়া ও ইরান উভয়ই এ ধরনের অভিযোগ অস্বীকার করেছে। তারা বলছে, দুই দেশের সহযোগিতা আন্তর্জাতিক আইনের পরিপন্থী নয়।	[1188, 1170, 1470, 1193]
paragraph: বিএনপিস্থ অধ্যাপক মোশাররফ হোসেন ও উপদেষ্টাবৃন্দ উপস্থিত ছিলেন। অনুষ্ঠানে বিভিন্ন শ্রেণি-পেশার মানুষ অংশগ্রহণ করেন।	[1188, 1018, 1470, 1042]
paragraph: মহানবী হযরত মুহাম্মদ (সা.) মদিনায় হিজরতের পর দেখতে পেলেন, মদিনাবাসী বছরে দুটি দিনে খেলাধুলাসহ অন্যান্য আমোদ-প্রমোদে ব্যস্ত থাকত। এটাই ছিল তাদের ঐতিহ্য। নবী (স.) মুসলমানদের জন্য এই দুটির পরিবর্তে ঈদুল ফিতর ও ঈদুল আযহা নামক দুটি দিন নির্ধারণ করে দিলেন।	[437, 251, 585, 349]
ferry-cont-body	[858, 1018, 1173, 1329]
divider	[1188, 1258, 1470, 1261]
eid-goods-headline: ও জেলা প্রশাসনের ঈদ সামগ্রী বিতরণ	[1290, 374, 1481, 390]
road-box-body	[1260, 92, 1510, 189]
accident-body	[288, 1266, 543, 1393]
paragraph: পরিবেশবিদরা বলছেন, নদীতে পরিত্যক্ত যানবাহন ফেলে রাখা আইনত দণ্ডনীয় অপরাধ। এ বিষয়ে কঠোর ব্যবস্থা নেওয়া প্রয়োজন।	[858, 1125, 1173, 1149]
bnp-iftar-headline: ইফতার মাহফিল	[620, 538, 702, 554]
iran-body	[1188, 1097, 1470, 1253]
diesel-subhead: সেচ বন্ধের শঙ্কায় দুশ্চিন্তায় কৃষকরা	[909, 72, 1098, 89]
paragraph: রাজবাড়ী প্রতিনিধি: সড়ক উন্নয়ন কাজে কোনো ধরনের অনিয়ম বরদাস্ত করা হবে না বলে জানিয়েছেন স্থানীয় সরকার বিভাগের কর্মকর্তারা।	[1260, 93, 1510, 116]
paragraph: অর্থনীতিবিদরা বলছেন, মূল্যস্ফীতি নিয়ন্ত্রণে আনা এখন সবচেয়ে বড় চ্যালেঞ্জ। নিত্যপ্রয়োজনীয় পণ্যের দাম সাধারণ মানুষের নাগালের বাইরে চলে যাচ্ছে।	[858, 1215, 1173, 1238]
divider	[1260, 233, 1510, 234]
eidday2-headline: ঈদের দিনেও	[109, 1607, 174, 1623]
paragraph: ঈদের দিনে ধনী-গরীবের ব্যবধান থাকে না। সবাই এক কাতারে দাঁড়িয়ে নামাজ আদায় করে। এ এক অপূর্ব দৃশ্য, যা পৃথিবীর আর কোনো ধর্মে দেখা যায় না।	[10, 317, 261, 353]
divider	[558, 1107, 843, 1110]
paragraph: আজ ১৯ মার্চ। অগ্নিঝরা মার্চের উত্তাল দিনগুলোর একটি। ১৯৭১ সালের এই দিনে ঢাকার অদূরে জয়দেবপুরে পাকিস্তানি সেনাবাহিনীর সঙ্গে মুক্তিকামী জনতার প্রথম সশস্ত্র সংঘর্ষ হয়।	[10, 1276, 273, 1312]
divider	[288, 1529, 543, 1532]
accident-headline: মোংলায় সড়ক দুর্ঘটনায়	[356, 1242, 475, 1258]
paragraph: ঈদ আমাদের শেখায় ত্যাগ, সহমর্মিতা আর ভালোবাসার কথা। প্রতিবেশীর খোঁজ নেওয়া, অসহায়ের পাশে দাঁড়ানো, এতিমের মুখে হাসি ফোটানো— এসবই ঈদের প্রকৃত শিক্ষা।	[10, 359, 261, 395]
road-box-headline: সড়ক উন্নয়ন কাজে অনিয়ম বরদাস্ত নয়	[1260, 63, 1510, 89]
paragraph: দেশের প্রধান ঈদ জামাত অনুষ্ঠিত হবে জাতীয় ঈদগাহ ময়দানে সকাল ৮টায়। বায়তুল মোকাররম জাতীয় মসজিদে পাঁচটি জামাত অনুষ্ঠিত হবে।	[10, 1631, 273, 1654]
bottom-col-4	[850, 1018, 1180, 1660]
ferry-headline: রামপালে ৩০ বছর মাটির নিচে চাপা পড়ে আছে ফেরি	[276, 536, 561, 586]
paragraph: মঙ্গলবার সকালে জেলা প্রশাসকের কার্যালয় প্রাঙ্গণে আয়োজিত অনুষ্ঠানে ৫০০ পরিবারের মাঝে চাল, ডাল, তেল, সেমাই, চিনিসহ বিভিন্ন ঈদ সামগ্রী বিতরণ করা হয়।	[1260, 440, 1510, 476]
paragraph: বন বিভাগের কর্মকর্তারা বলছেন, সুন্দরবনে খাদ্য সংকট ও আবাসস্থল সংকুচিত হওয়ায় বানররা লোকালয়ে চলে আসছে। এ বিষয়ে প্রয়োজনীয় ব্যবস্থা নেওয়ার কথা ভাবা হচ্ছে।	[261, 868, 498, 904]
divider	[1260, 352, 1510, 355]
paragraph: বিশ্লেষকরা বলছেন, এ সিদ্ধান্ত দুই দেশের বাণিজ্যিক সম্পর্কে নেতিবাচক প্রভাব ফেলতে পারে। গত বছর দুই দেশের মধ্যে ১১৪ বিলিয়ন ডলারের বাণিজ্য হয়েছে।	[1188, 1368, 1470, 1391]
paragraph: পুলিশ জানিয়েছে, দুর্ঘটনার পর চালক ও হেলপার পালিয়ে গেছে। গাড়ি দুটি জব্দ করা হয়েছে।	[288, 1368, 543, 1391]
paragraph: পবিত্র ঈদুল ফিতর উপলক্ষে দৈনিক পূর্বাঞ্চল পরিবারের পক্ষ থেকে দেশবাসী, পাঠক, বিজ্ঞাপনদাতা, শুভানুধ্যায়ী ও আপামর জনসাধারণকে জানাই আন্তরিক শুভেচ্ছা ও অভিনন্দন। ঈদ মোবারক।	[10, 191, 261, 226]
paragraph: স্থানীয় জ্বালানি তেল ব্যবসায়ীরা বলছেন, ডিপো থেকে চাহিদা অনুযায়ী তেল সরবরাহ না পাওয়ায় এ সংকট তৈরি হয়েছে। সরবরাহ স্বাভাবিক হলে সমস্যার সমাধান হবে।	[761, 608, 999, 643]
lead-body-columns	[276, 159, 746, 385]
paragraph: মঙ্গলবার সকালে জেলা প্রশাসকের কার্যালয় প্রাঙ্গণে আয়োজিত অনুষ্ঠানে ৫০০ পরিবারের মাঝে চাল, ডাল, তেল, সেমাই, চিনিসহ বিভিন্ন ঈদ সামগ্রী বিতরণ করা হয়।	[1265, 523, 1510, 559]
ferry-body	[276, 590, 561, 771]
paragraph: সড়ক ও জনপথ বিভাগের এক কর্মকর্তা বলেন, ফেরিটি দীর্ঘদিন ধরে অব্যবহৃত অবস্থায় রয়েছে। নিলামে বিক্রি করা হলে সরকারের কয়েক লাখ টাকা রাজস্ব আয় হতো।	[276, 675, 561, 711]
s3-filler-2	[1007, 843, 1258, 927]
paragraph: দেশের বর্তমান পরিস্থিতিতে সকলের কাছে আমাদের আহ্বান- পারস্পরিক সহমর্মিতা ও সম্প্রীতি বজায় রেখে আমরা যেন একটি সুন্দর বাংলাদেশ গড়ে তুলতে পারি। হিংসা-বিদ্বেষ পরিহার করে ভালোবাসার বন্ধনে আবদ্ধ হই।	[10, 402, 261, 450]
paragraph: স্থানীয় বাসিন্দারা অভিযোগ করেন, রাতের আঁধারে একটি চক্র ফেরির লোহার যন্ত্রাংশ কেটে নিয়ে যাচ্ছে। এতে সরকারের কয়েক লাখ টাকার ক্ষতি হয়।	[1015, 844, 1252, 880]
lead-body-col-1	[276, 159, 430, 385]
paragraph: উপজেলা প্রশাসন জানিয়েছে, ফেরিটি নিলামে তোলার প্রক্রিয়া শুরু করা হবে। এ বিষয়ে ঊর্ধ্বতন কর্তৃপক্ষের সঙ্গে যোগাযোগ করা হচ্ছে।	[858, 1155, 1173, 1178]
paragraph: ঈদুল ফিতর ইসলামের দ্বিতীয় বৃহত্তম ধর্মীয় উৎসব। সারা বিশ্বের মুসলমানরা এ দিন আনন্দ উৎসবে মেতে ওঠে। ধনী-দরিদ্র সকলের মধ্যে কোনো ভেদাভেদ থাকে না। পরস্পর কোলাকুলি করে ভ্রাতৃত্বের বন্ধন দৃঢ় করে।	[276, 306, 423, 379]
monkey-body-col-2	[253, 868, 504, 965]
paragraph: উপজেলা নির্বাহী কর্মকর্তা বলেন, বিষয়টি নিয়ে বন বিভাগের সঙ্গে আলোচনা চলছে। দ্রুত সমাধানের চেষ্টা করা হচ্ছে।	[512, 911, 749, 934]
divider	[10, 1419, 273, 1422]
editorial-headline: পবিত্র ঈদুল ফিতরে শুভেচ্ছা, ঈদ মোবারক	[30, 124, 241, 139]
paragraph: রমজান মাস সংযমের মাস। এই মাসে আত্মশুদ্ধি ও আত্মসংযমের শিক্ষা নিয়ে আমরা যেন সারা বছর চলতে পারি, সেটাই হোক আমাদের অঙ্গীকার।	[10, 275, 261, 311]
paragraph: প্রতিদিন দূর-দূরান্ত থেকে দর্শনার্থীরা সূর্যমুখীর ক্ষেত দেখতে আসছেন। অনেকে ছবি তুলে সামাজিক যোগাযোগ মাধ্যমে পোস্ট করছেন।	[10, 773, 261, 797]
paragraph: স্থানীয়রা জানান, ১৯৯৫ সালের দিকে ফেরিটি অকেজো হয়ে পড়লে এটিকে নদীর পাড়ে রেখে দেওয়া হয়। পরবর্তীতে পলি জমে ফেরিটির বড় একটি অংশ মাটির নিচে চলে যায়।	[276, 633, 561, 669]
bottom-col-3	[550, 1018, 850, 1660]
diesel-article	[761, 50, 1252, 512]
paragraph: সংশ্লিষ্ট সূত্রে জানা গেছে, অভিযুক্ত কর্মকর্তা দীর্ঘদিন ধরে সেবাপ্রার্থীদের কাছ থেকে অতিরিক্ত অর্থ আদায় করে আসছিলেন।	[288, 1470, 543, 1493]
editorial-body	[10, 148, 261, 493]
